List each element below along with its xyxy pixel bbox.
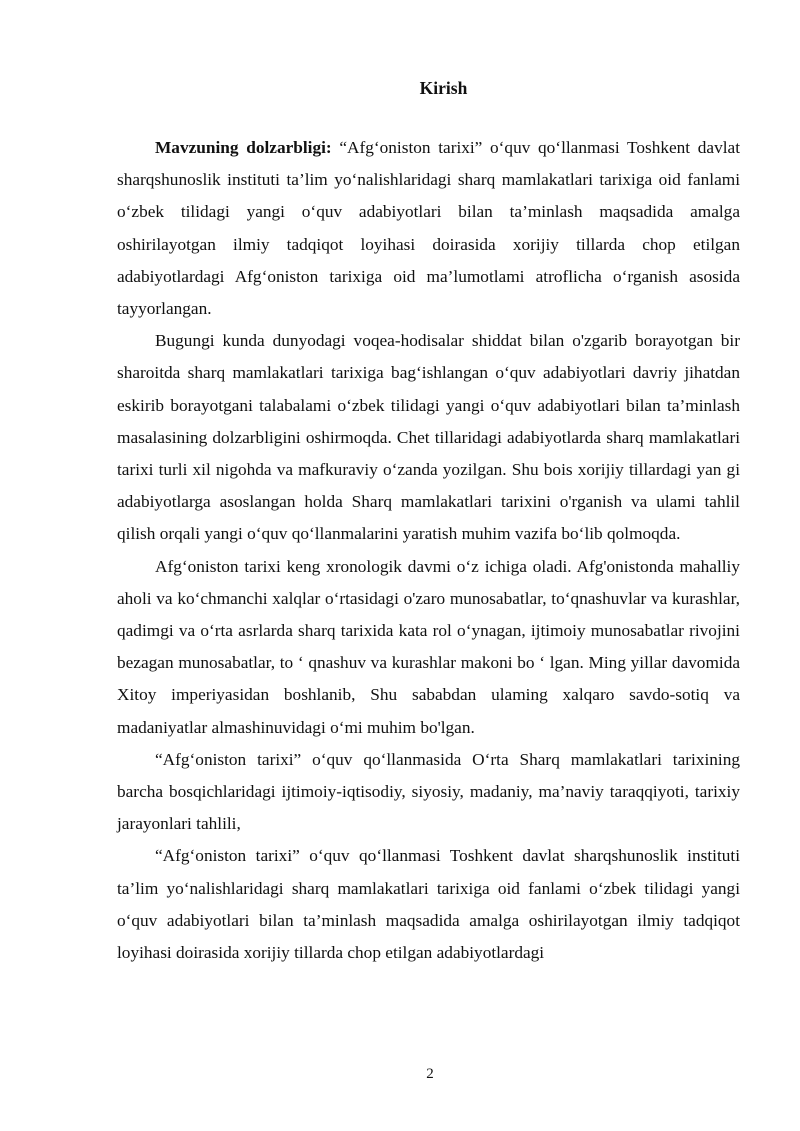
paragraph-manual-scope [117, 744, 740, 841]
page-title: Kirish [419, 78, 468, 98]
paragraph-manual-purpose [117, 840, 740, 969]
page-number: 2 [426, 1066, 434, 1082]
paragraph-relevance [117, 132, 740, 325]
paragraph-history [117, 551, 740, 744]
paragraph-today [117, 325, 740, 550]
paragraph-lead: Mavzuning dolzarbligi: [155, 138, 332, 157]
paragraph-text: Bugungi kunda dunyodagi voqea-hodisalar shiddat bilan o'zgarib borayotgan bir sharoitda sharq mamlakatlari tarixiga bag‘ishlangan o‘quv adabiyotlari davriy jihatdan eskirib borayotgani talabalami o‘zbek tilidagi yangi o‘quv adabiyotlari bilan ta’minlash masalasining dolzarbligini oshirmoqda. Chet tillaridagi adabiyotlarda sharq mamlakatlari tarixi turli xil nigohda va mafkuraviy o‘zanda yozilgan. Shu bois xorijiy tillardagi yan gi adabiyotlarga asoslangan holda Sharq mamlakatlari tarixini o'rganish va ulami tahlil qilish orqali yangi o‘quv qo‘llanmalarini yaratish muhim vazifa bo‘lib qolmoqda. [117, 331, 740, 544]
paragraph-text: “Afg‘oniston tarixi” o‘quv qo‘llanmasida O‘rta Sharq mamlakatlari tarixining barcha bosqichlaridagi ijtimoiy-iqtisodiy, siyosiy, madaniy, ma’naviy taraqqiyoti, tarixiy jarayonlari tahlili, [117, 749, 740, 834]
paragraph-text: “Afg‘oniston tarixi” o‘quv qo‘llanmasi Toshkent davlat sharqshunoslik instituti ta’lim yo‘nalishlaridagi sharq mamlakatlari tarixiga oid fanlami o‘zbek tilidagi yangi o‘quv adabiyotlari bilan ta’minlash maqsadida amalga oshirilayotgan ilmiy tadqiqot loyihasi doirasida xorijiy tillarda chop etilgan adabiyotlardagi Afg‘oniston tarixiga oid ma’lumotlami atroflicha o‘rganish asosida tayyorlangan. [117, 138, 740, 319]
paragraph-text: Afg‘oniston tarixi keng xronologik davmi o‘z ichiga oladi. Afg'onistonda mahalliy aholi va ko‘chmanchi xalqlar o‘rtasidagi o'zaro munosabatlar, to‘qnashuvlar va kurashlar, qadimgi va o‘rta asrlarda sharq tarixida kata rol o‘ynagan, ijtimoiy munosabatlar rivojini bezagan munosabatlar, to ‘ qnashuv va kurashlar makoni bo ‘ lgan. Ming yillar davomida Xitoy imperiyasidan boshlanib, Shu sababdan ulaming xalqaro savdo-sotiq va madaniyatlar almashinuvidagi o‘mi muhim bo'lgan. [117, 556, 740, 737]
body-text [117, 132, 740, 969]
paragraph-text: “Afg‘oniston tarixi” o‘quv qo‘llanmasi Toshkent davlat sharqshunoslik instituti ta’lim yo‘nalishlaridagi sharq mamlakatlari tarixiga oid fanlami o‘zbek tilidagi yangi o‘quv adabiyotlari bilan ta’minlash maqsadida amalga oshirilayotgan ilmiy tadqiqot loyihasi doirasida xorijiy tillarda chop etilgan adabiyotlardagi [117, 846, 740, 963]
